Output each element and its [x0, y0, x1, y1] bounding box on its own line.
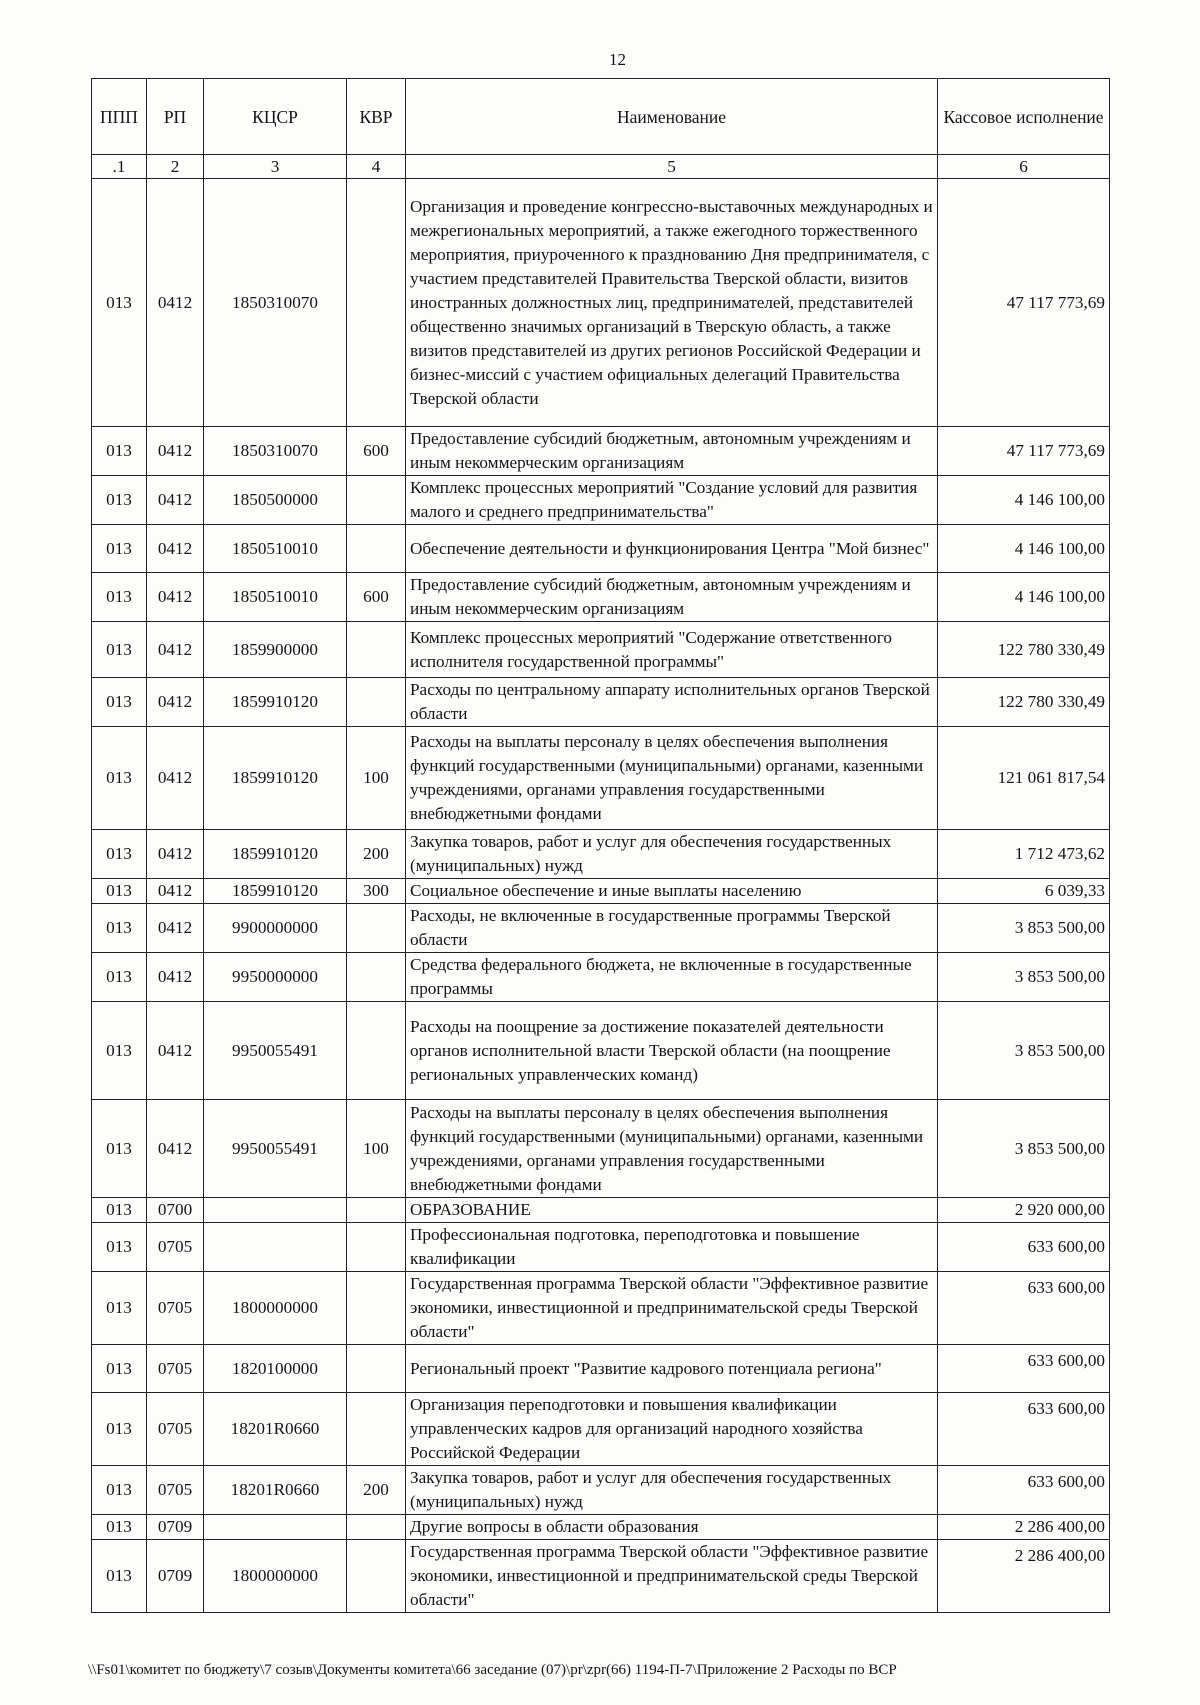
- row-amount: 633 600,00: [938, 1393, 1110, 1466]
- row-kvr: 100: [347, 727, 406, 830]
- row-rp: 0412: [147, 1002, 204, 1100]
- row-kvr: 600: [347, 427, 406, 476]
- row-ppp: 013: [92, 953, 147, 1002]
- row-amount: 1 712 473,62: [938, 830, 1110, 879]
- row-kvr: [347, 904, 406, 953]
- table-body: [92, 179, 1110, 1613]
- row-kcsr: 1800000000: [204, 1540, 347, 1613]
- row-rp: 0412: [147, 953, 204, 1002]
- row-rp: 0412: [147, 573, 204, 622]
- row-name: Социальное обеспечение и иные выплаты населению: [406, 879, 938, 904]
- table-row: [92, 1100, 1110, 1198]
- table-row: [92, 1223, 1110, 1272]
- row-kvr: [347, 525, 406, 573]
- row-kvr: 300: [347, 879, 406, 904]
- row-rp: 0705: [147, 1223, 204, 1272]
- row-ppp: 013: [92, 1345, 147, 1393]
- table-row: [92, 1272, 1110, 1345]
- row-kcsr: 1859910120: [204, 879, 347, 904]
- row-name: Комплекс процессных мероприятий "Содержание ответственного исполнителя государственной программы": [406, 622, 938, 678]
- header-kvr: КВР: [347, 79, 406, 155]
- column-number: 4: [347, 155, 406, 179]
- row-ppp: 013: [92, 1198, 147, 1223]
- table-row: [92, 622, 1110, 678]
- row-kvr: [347, 1345, 406, 1393]
- row-ppp: 013: [92, 1272, 147, 1345]
- row-kcsr: 9950000000: [204, 953, 347, 1002]
- row-kcsr: 1859910120: [204, 727, 347, 830]
- row-ppp: 013: [92, 1515, 147, 1540]
- row-rp: 0412: [147, 622, 204, 678]
- row-ppp: 013: [92, 1466, 147, 1515]
- table-row: [92, 727, 1110, 830]
- row-rp: 0705: [147, 1272, 204, 1345]
- row-rp: 0412: [147, 830, 204, 879]
- row-ppp: 013: [92, 1002, 147, 1100]
- row-rp: 0412: [147, 476, 204, 525]
- table-row: [92, 879, 1110, 904]
- column-number: 6: [938, 155, 1110, 179]
- row-kcsr: [204, 1515, 347, 1540]
- row-name: Комплекс процессных мероприятий "Создание условий для развития малого и среднего предпринимательства": [406, 476, 938, 525]
- table-row: [92, 1393, 1110, 1466]
- row-kvr: 100: [347, 1100, 406, 1198]
- table-row: [92, 1515, 1110, 1540]
- row-ppp: 013: [92, 573, 147, 622]
- row-amount: 6 039,33: [938, 879, 1110, 904]
- row-kvr: [347, 1393, 406, 1466]
- row-name: Профессиональная подготовка, переподготовка и повышение квалификации: [406, 1223, 938, 1272]
- row-amount: 3 853 500,00: [938, 904, 1110, 953]
- row-name: Расходы на поощрение за достижение показателей деятельности органов исполнительной власти Тверской области (на поощрение региональных управленческих команд): [406, 1002, 938, 1100]
- row-name: ОБРАЗОВАНИЕ: [406, 1198, 938, 1223]
- table-row: [92, 573, 1110, 622]
- row-name: Расходы по центральному аппарату исполнительных органов Тверской области: [406, 678, 938, 727]
- column-number-row: [92, 155, 1110, 179]
- row-kvr: [347, 1223, 406, 1272]
- table-row: [92, 904, 1110, 953]
- row-kcsr: 1859900000: [204, 622, 347, 678]
- row-ppp: 013: [92, 179, 147, 427]
- row-amount: 633 600,00: [938, 1272, 1110, 1345]
- row-rp: 0412: [147, 179, 204, 427]
- row-amount: 633 600,00: [938, 1466, 1110, 1515]
- row-rp: 0412: [147, 727, 204, 830]
- row-name: Расходы на выплаты персоналу в целях обеспечения выполнения функций государственными (муниципальными) органами, казенными учреждениями, органами управления государственными внебюджетными фондами: [406, 727, 938, 830]
- table-row: [92, 1345, 1110, 1393]
- row-rp: 0412: [147, 879, 204, 904]
- row-rp: 0412: [147, 678, 204, 727]
- row-kvr: [347, 476, 406, 525]
- column-number: 2: [147, 155, 204, 179]
- row-kvr: 200: [347, 830, 406, 879]
- row-rp: 0412: [147, 1100, 204, 1198]
- column-number: .1: [92, 155, 147, 179]
- row-amount: 121 061 817,54: [938, 727, 1110, 830]
- row-amount: 47 117 773,69: [938, 427, 1110, 476]
- row-kvr: [347, 179, 406, 427]
- row-amount: 122 780 330,49: [938, 622, 1110, 678]
- row-name: Другие вопросы в области образования: [406, 1515, 938, 1540]
- row-kcsr: 1820100000: [204, 1345, 347, 1393]
- table-row: [92, 953, 1110, 1002]
- table-header-row: [92, 79, 1110, 155]
- row-rp: 0705: [147, 1345, 204, 1393]
- row-name: Региональный проект "Развитие кадрового потенциала региона": [406, 1345, 938, 1393]
- row-kcsr: 9950055491: [204, 1100, 347, 1198]
- row-name: Средства федерального бюджета, не включенные в государственные программы: [406, 953, 938, 1002]
- row-kcsr: 18201R0660: [204, 1393, 347, 1466]
- table-row: [92, 1002, 1110, 1100]
- column-number: 5: [406, 155, 938, 179]
- row-kvr: [347, 678, 406, 727]
- table-row: [92, 830, 1110, 879]
- row-rp: 0412: [147, 427, 204, 476]
- row-rp: 0700: [147, 1198, 204, 1223]
- row-name: Организация и проведение конгрессно-выставочных международных и межрегиональных мероприятий, а также ежегодного торжественного мероприятия, приуроченного к празднованию Дня предпринимателя, с участием представителей Правительства Тверской области, визитов иностранных должностных лиц, предпринимателей, представителей общественно значимых организаций в Тверскую область, а также визитов представителей из других регионов Российской Федерации и бизнес-миссий с участием официальных делегаций Правительства Тверской области: [406, 179, 938, 427]
- row-amount: 3 853 500,00: [938, 953, 1110, 1002]
- row-amount: 2 286 400,00: [938, 1540, 1110, 1613]
- table-row: [92, 1540, 1110, 1613]
- row-amount: 633 600,00: [938, 1345, 1110, 1393]
- row-amount: 633 600,00: [938, 1223, 1110, 1272]
- table-row: [92, 427, 1110, 476]
- row-rp: 0709: [147, 1515, 204, 1540]
- row-rp: 0705: [147, 1466, 204, 1515]
- row-name: Обеспечение деятельности и функционирования Центра "Мой бизнес": [406, 525, 938, 573]
- row-ppp: 013: [92, 476, 147, 525]
- row-ppp: 013: [92, 1540, 147, 1613]
- row-kcsr: 1859910120: [204, 678, 347, 727]
- row-amount: 122 780 330,49: [938, 678, 1110, 727]
- row-name: Расходы на выплаты персоналу в целях обеспечения выполнения функций государственными (муниципальными) органами, казенными учреждениями, органами управления государственными внебюджетными фондами: [406, 1100, 938, 1198]
- row-kvr: 600: [347, 573, 406, 622]
- row-name: Закупка товаров, работ и услуг для обеспечения государственных (муниципальных) нужд: [406, 1466, 938, 1515]
- row-name: Предоставление субсидий бюджетным, автономным учреждениям и иным некоммерческим организациям: [406, 427, 938, 476]
- row-kcsr: [204, 1223, 347, 1272]
- row-kvr: [347, 1002, 406, 1100]
- row-amount: 47 117 773,69: [938, 179, 1110, 427]
- row-amount: 4 146 100,00: [938, 525, 1110, 573]
- row-kvr: [347, 1272, 406, 1345]
- row-kvr: [347, 1540, 406, 1613]
- row-ppp: 013: [92, 904, 147, 953]
- row-kvr: [347, 622, 406, 678]
- row-amount: 4 146 100,00: [938, 573, 1110, 622]
- table-row: [92, 476, 1110, 525]
- row-kcsr: 1850500000: [204, 476, 347, 525]
- row-ppp: 013: [92, 1393, 147, 1466]
- row-kcsr: 1850310070: [204, 179, 347, 427]
- row-kcsr: 9900000000: [204, 904, 347, 953]
- row-name: Предоставление субсидий бюджетным, автономным учреждениям и иным некоммерческим организациям: [406, 573, 938, 622]
- row-kvr: [347, 953, 406, 1002]
- row-ppp: 013: [92, 678, 147, 727]
- row-ppp: 013: [92, 879, 147, 904]
- row-ppp: 013: [92, 1100, 147, 1198]
- row-kcsr: 1850510010: [204, 573, 347, 622]
- table-row: [92, 678, 1110, 727]
- row-kcsr: 1800000000: [204, 1272, 347, 1345]
- row-name: Расходы, не включенные в государственные программы Тверской области: [406, 904, 938, 953]
- row-ppp: 013: [92, 1223, 147, 1272]
- row-rp: 0412: [147, 904, 204, 953]
- table-row: [92, 1466, 1110, 1515]
- table-row: [92, 1198, 1110, 1223]
- header-kcsr: КЦСР: [204, 79, 347, 155]
- row-ppp: 013: [92, 427, 147, 476]
- column-number: 3: [204, 155, 347, 179]
- row-name: Организация переподготовки и повышения квалификации управленческих кадров для организаций народного хозяйства Российской Федерации: [406, 1393, 938, 1466]
- row-kcsr: 9950055491: [204, 1002, 347, 1100]
- file-path-footer: \\Fs01\комитет по бюджету\7 созыв\Документы комитета\66 заседание (07)\pr\zpr(66) 1194-П-7\Приложение 2 Расходы по ВСР: [88, 1662, 897, 1678]
- row-name: Государственная программа Тверской области "Эффективное развитие экономики, инвестиционной и предпринимательской среды Тверской области": [406, 1540, 938, 1613]
- row-amount: 2 286 400,00: [938, 1515, 1110, 1540]
- table-row: [92, 525, 1110, 573]
- row-ppp: 013: [92, 830, 147, 879]
- row-rp: 0412: [147, 525, 204, 573]
- header-amount: Кассовое исполнение: [938, 79, 1110, 155]
- row-rp: 0705: [147, 1393, 204, 1466]
- row-ppp: 013: [92, 727, 147, 830]
- header-ppp: ППП: [92, 79, 147, 155]
- row-name: Закупка товаров, работ и услуг для обеспечения государственных (муниципальных) нужд: [406, 830, 938, 879]
- page-number: 12: [609, 50, 626, 69]
- row-amount: 4 146 100,00: [938, 476, 1110, 525]
- row-kvr: 200: [347, 1466, 406, 1515]
- header-rp: РП: [147, 79, 204, 155]
- row-name: Государственная программа Тверской области "Эффективное развитие экономики, инвестиционной и предпринимательской среды Тверской области": [406, 1272, 938, 1345]
- row-rp: 0709: [147, 1540, 204, 1613]
- row-amount: 3 853 500,00: [938, 1100, 1110, 1198]
- header-name: Наименование: [406, 79, 938, 155]
- row-kvr: [347, 1198, 406, 1223]
- row-kcsr: 1859910120: [204, 830, 347, 879]
- row-kcsr: 1850310070: [204, 427, 347, 476]
- row-ppp: 013: [92, 525, 147, 573]
- row-kcsr: 18201R0660: [204, 1466, 347, 1515]
- budget-table: [91, 78, 1110, 1613]
- row-kvr: [347, 1515, 406, 1540]
- row-amount: 3 853 500,00: [938, 1002, 1110, 1100]
- table-row: [92, 179, 1110, 427]
- row-amount: 2 920 000,00: [938, 1198, 1110, 1223]
- row-kcsr: [204, 1198, 347, 1223]
- row-kcsr: 1850510010: [204, 525, 347, 573]
- row-ppp: 013: [92, 622, 147, 678]
